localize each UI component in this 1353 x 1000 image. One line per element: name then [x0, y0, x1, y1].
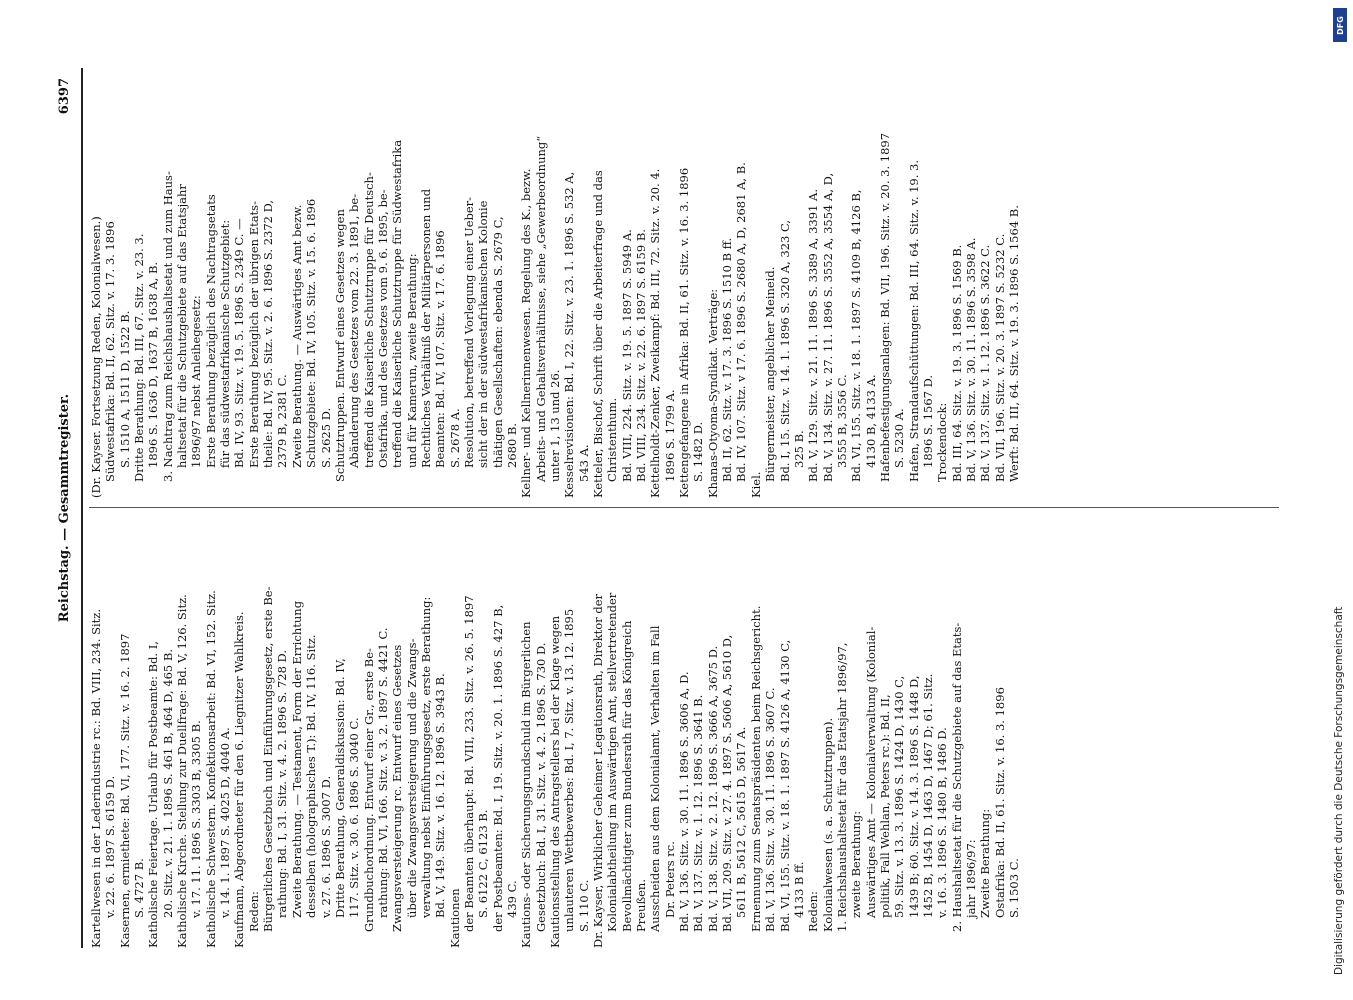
col1-line: Bevollmächtigter zum Bundesrath für das Königreich	[619, 620, 634, 932]
col2-line: 325 B.	[791, 430, 806, 468]
col2-line: treffend die Kaiserliche Schutztruppe für Deutsch-	[361, 172, 376, 468]
col1-line: S. 1503 C.	[1007, 858, 1021, 918]
col2-line: Erste Berathung bezüglich des Nachtragsetats	[203, 194, 218, 468]
col1-line: 59. Sitz. v. 13. 3. 1896 S. 1424 D, 1430 C,	[892, 675, 907, 918]
header-rule	[81, 68, 83, 948]
col2-line: unter 1, 13 und 26.	[548, 369, 562, 482]
col1-line: 5611 B, 5612 C, 5615 D, 5617 A.	[734, 726, 749, 918]
col1-line: über die Zwangsversteigerung und die Zwangs-	[404, 638, 419, 918]
col2-line: Zweite Berathung. — Auswärtiges Amt bezw.	[289, 204, 304, 468]
col2-line: Hafenbefestigungsanlagen: Bd. VII, 196. Sitz. v. 20. 3. 1897	[877, 132, 892, 482]
col2-line: 1896/97 nebst Anleihegesetz:	[189, 295, 204, 468]
col2-line: Ostafrika, und des Gesetzes vom 9. 6. 1895, be-	[375, 189, 390, 468]
col2-line: Schutzgebiete: Bd. IV, 105. Sitz. v. 15. 6. 1896	[304, 198, 319, 468]
col1-line: Kautionen	[447, 888, 462, 948]
col2-line: für das südwestafrikanische Schutzgebiet:	[218, 219, 233, 468]
col2-line: Kettelholdt-Zenker, Zweikampf: Bd. III, 72. Sitz. v. 20. 4.	[648, 168, 663, 498]
col2-line: 1896 S. 1567 D.	[920, 374, 935, 468]
running-title: Reichstag. — Gesammtregister.	[57, 393, 72, 623]
col2-line: Bd. I, 15. Sitz. v. 14. 1. 1896 S. 320 A, 323 C,	[777, 219, 792, 482]
col2-line: Arbeits- und Gehaltsverhältnisse, siehe „Gewerbeordnung“	[533, 135, 548, 482]
right-column	[89, 68, 1279, 498]
col2-line: Kettengefangene in Afrika: Bd. II, 61. Sitz. v. 16. 3. 1896	[677, 167, 692, 498]
col1-line: Ostafrika: Bd. II, 61. Sitz. v. 16. 3. 1896	[992, 687, 1007, 918]
col1-line: Kartellwesen in der Lederindustrie rc.: Bd. VIII, 234. Sitz.	[89, 609, 103, 948]
left-column	[89, 518, 1279, 948]
col1-line: S. 6122 C, 6123 B.	[476, 809, 491, 918]
col2-line: 3. Nachtrag zum Reichshaushaltsetat und zum Haus-	[160, 171, 175, 482]
col1-line: Kautions- oder Sicherungsgrundschuld im Bürgerlichen	[519, 621, 534, 948]
col2-line: Bd. V, 137. Sitz. v. 1. 12. 1896 S. 3622 C.	[978, 244, 993, 482]
col1-line: Zwangsversteigerung rc. Entwurf eines Gesetzes	[390, 644, 405, 932]
col1-line: Katholische Feiertage. Urlaub für Postbeamte: Bd. I,	[146, 641, 161, 948]
col1-line: Dr. Kayser, Wirklicher Geheimer Legationsrath, Direktor der	[591, 593, 606, 948]
col2-line: Bd. V, 129. Sitz. v. 21. 11. 1896 S. 3389 A, 3391 A.	[806, 189, 821, 482]
col2-line: 543 A.	[576, 444, 591, 482]
col1-line: 20. Sitz. v. 21. 1. 1896 S. 461 B, 464 D, 465 B.	[160, 648, 175, 918]
col1-line: Bd. V, 136. Sitz. v. 30. 11. 1896 S. 3607 C.	[763, 687, 778, 932]
col1-line: Ausscheiden aus dem Kolonialamt, Verhalten im Fall	[648, 625, 663, 932]
col2-line: (Dr. Kayser. Fortsetzung Reden, Kolonialwesen.)	[89, 216, 103, 498]
col2-line: Erste Berathung bezüglich der übrigen Etats-	[246, 201, 261, 468]
col1-line: Zweite Berathung:	[978, 808, 993, 918]
col2-line: Bürgermeister, angeblicher Meineid.	[763, 266, 778, 482]
col1-line: verwaltung nebst Einführungsgesetz, erste Berathung:	[418, 596, 433, 918]
col1-line: der Postbeamten: Bd. I, 19. Sitz. v. 20. 1. 1896 S. 427 B,	[490, 604, 505, 932]
col1-line: Kasernen, ermiethete: Bd. VI, 177. Sitz. v. 16. 2. 1897	[117, 633, 132, 948]
col1-line: 2. Haushaltsetat für die Schutzgebiete auf das Etats-	[949, 622, 964, 932]
col1-line: rathung: Bd. VI, 166. Sitz. v. 3. 2. 1897 S. 4421 C.	[375, 627, 390, 918]
col2-line: Werft: Bd. III, 64. Sitz. v. 19. 3. 1896 S. 1564 B.	[1007, 205, 1021, 482]
col1-line: Bd. VI, 155. Sitz. v. 18. 1. 1897 S. 4126 A, 4130 C,	[777, 639, 792, 932]
col2-line: 3555 B, 3556 C.	[834, 374, 849, 468]
col2-line: Christenthum.	[605, 397, 620, 482]
col1-line: Gesetzbuch: Bd. I, 31. Sitz. v. 4. 2. 1896 S. 730 D.	[533, 642, 548, 932]
col1-line: Dr. Peters rc.	[662, 841, 677, 918]
col2-line: Hafen, Strandaufschüttungen: Bd. III, 64. Sitz. v. 19. 3.	[906, 159, 921, 482]
column-divider	[89, 507, 1279, 508]
col1-line: Reden:	[806, 891, 821, 932]
col1-line: v. 14. 1. 1897 S. 4025 D, 4040 A.	[218, 727, 233, 918]
col1-line: Katholische Kirche. Stellung zur Duellfrage: Bd. V, 126. Sitz.	[175, 594, 190, 948]
col2-line: Abänderung des Gesetzes vom 22. 3. 1891, be-	[347, 193, 362, 468]
col1-line: jahr 1896/97:	[963, 839, 978, 918]
col1-line: Zweite Berathung. — Testament, Form der Errichtung	[289, 600, 304, 918]
col2-line: Kiel.	[748, 471, 763, 498]
col2-line: und für Kamerun, zweite Berathung:	[404, 253, 419, 468]
col2-line: Ketteler, Bischof, Schrift über die Arbeiterfrage und das	[591, 170, 606, 498]
col2-line: Beamten: Bd. IV, 107. Sitz. v. 17. 6. 1896	[433, 230, 448, 468]
col2-line: Khanas-Otyoma-Syndikat. Verträge:	[705, 288, 720, 498]
digitization-note: Digitalisierung gefördert durch die Deutsche Forschungsgemeinschaft	[1333, 606, 1345, 975]
col2-line: 2379 B, 2381 C.	[275, 374, 290, 468]
col1-line: 1. Reichshaushaltsetat für das Etatsjahr 1896/97,	[834, 642, 849, 932]
col1-line: Kolonialabtheilung im Auswärtigen Amt, stellvertretender	[605, 592, 620, 932]
col1-line: Kaufmann, Abgeordneter für den 6. Liegnitzer Wahlkreis.	[232, 611, 247, 948]
page-number: 6397	[57, 78, 72, 115]
page-header	[55, 68, 79, 948]
col1-line: Bd. V, 149. Sitz. v. 16. 12. 1896 S. 3943 B.	[433, 673, 448, 918]
col2-line: Bd. V, 134. Sitz. v. 27. 11. 1896 S. 3552 A, 3554 A, D,	[820, 172, 835, 482]
col1-line: Preußen.	[634, 879, 649, 932]
col1-line: 1439 B; 60. Sitz. v. 14. 3. 1896 S. 1448 D,	[906, 675, 921, 918]
col2-line: 2680 B.	[504, 422, 519, 468]
col2-line: 1896 S. 1636 D, 1637 B, 1638 A, B.	[146, 261, 161, 468]
col1-line: 1452 B, 1454 D, 1463 D, 1467 D; 61. Sitz.	[920, 673, 935, 918]
col2-line: Dritte Berathung: Bd. III, 67. Sitz. v. 23. 3.	[132, 233, 147, 482]
col2-line: Bd. IV, 107. Sitz. v 17. 6. 1896 S. 2680 A, D, 2681 A, B.	[734, 162, 749, 482]
col1-line: 4133 B ff.	[791, 861, 806, 918]
col2-line: S. 2678 A.	[447, 408, 462, 468]
col2-line: haltsetat für die Schutzgebiete auf das Etatsjahr	[175, 184, 190, 468]
col1-line: Bd. V, 138. Sitz. v. 2. 12. 1896 S. 3666 A, 3675 D.	[705, 645, 720, 932]
col2-line: Kesselrevisionen: Bd. I, 22. Sitz. v. 23. 1. 1896 S. 532 A,	[562, 171, 577, 498]
col2-line: Schutztruppen. Entwurf eines Gesetzes wegen	[332, 209, 347, 482]
col1-line: v. 16. 3. 1896 S. 1480 B, 1486 D.	[935, 727, 950, 918]
dfg-logo: DFG	[1333, 8, 1347, 42]
rotated-page	[55, 68, 1285, 948]
col2-line: treffend die Kaiserliche Schutztruppe für Südwestafrika	[390, 139, 405, 468]
col1-line: Bd. V, 136. Sitz. v. 30. 11. 1896 S. 3606 A, D.	[677, 671, 692, 932]
col2-line: Kellner- und Kellnerinnenwesen. Regelung des K., bezw.	[519, 168, 534, 498]
col1-line: desselben (holographisches T.): Bd. IV, 116. Sitz.	[304, 634, 319, 918]
col1-line: Reden:	[246, 891, 261, 932]
col1-line: v. 22. 6. 1897 S. 6159 D.	[103, 775, 118, 918]
col1-line: Grundbuchordnung. Entwurf einer Gr., erste Be-	[361, 648, 376, 932]
col2-line: Bd. IV, 93. Sitz. v. 19. 5. 1896 S. 2349 C. —	[232, 218, 247, 468]
col1-line: Bürgerliches Gesetzbuch und Einführungsgesetz, erste Be-	[261, 586, 276, 932]
col2-line: Bd. II, 62. Sitz. v. 17. 3. 1896 S. 1510 B ff.	[720, 237, 735, 482]
col2-line: Südwestafrika: Bd. II, 62. Sitz. v. 17. 3. 1896	[103, 221, 118, 482]
col1-line: Katholische Schwestern. Konfektionsarbeit: Bd. VI, 152. Sitz.	[203, 590, 218, 948]
col2-line: S. 5230 A.	[892, 408, 907, 468]
col1-line: der Beamten überhaupt: Bd. VIII, 233. Sitz. v. 26. 5. 1897	[461, 595, 476, 932]
col2-line: 4130 B, 4133 A.	[863, 374, 878, 468]
col1-line: Auswärtiges Amt — Kolonialverwaltung (Kolonial-	[863, 626, 878, 918]
col2-line: S. 1510 A, 1511 D, 1522 B.	[117, 310, 132, 468]
col1-line: v. 17. 11. 1896 S. 3303 B, 3305 B.	[189, 720, 204, 918]
col2-line: theile: Bd. IV, 95. Sitz. v. 2. 6. 1896 S. 2372 D,	[261, 199, 276, 468]
col2-line: Bd. VIII, 224. Sitz. v. 19. 5. 1897 S. 5949 A.	[619, 229, 634, 482]
col1-line: rathung: Bd. I, 31. Sitz. v. 4. 2. 1896 S. 728 D.	[275, 649, 290, 918]
col1-line: Bd. V, 137. Sitz. v. 1. 12. 1896 S. 3641 B.	[691, 694, 706, 932]
col1-line: Dritte Berathung, Generaldiskussion: Bd. IV,	[332, 658, 347, 918]
col2-line: Trockendock:	[935, 402, 950, 482]
col2-line: S. 2625 D.	[318, 407, 333, 468]
col2-line: thätigen Gesellschaften: ebenda S. 2679 C,	[490, 216, 505, 468]
col1-line: politik, Fall Wehlan, Peters rc.): Bd. II,	[877, 694, 892, 918]
col1-line: Kautionsstellung des Antragstellers bei der Klage wegen	[548, 615, 562, 948]
col2-line: S. 1482 D.	[691, 421, 706, 482]
col2-line: Bd. III, 64. Sitz. v. 19. 3. 1896 S. 1569 B.	[949, 244, 964, 482]
col1-line: S. 4727 B.	[132, 858, 147, 918]
col2-line: Resolution, betreffend Vorlegung einer Ueber-	[461, 196, 476, 468]
col2-line: sicht der in der südwestafrikanischen Kolonie	[476, 200, 491, 468]
col1-line: S. 110 C.	[576, 879, 591, 932]
col2-line: 1896 S. 1799 A.	[662, 389, 677, 482]
col2-line: Bd. VIII, 234. Sitz. v. 22. 6. 1897 S. 6159 B.	[634, 229, 649, 482]
col2-line: Bd. VI, 155. Sitz. v. 18. 1. 1897 S. 4109 B, 4126 B,	[849, 189, 864, 482]
col1-line: 117. Sitz. v. 30. 6. 1896 S. 3040 C.	[347, 717, 362, 918]
col1-line: Kolonialwesen (s. a. Schutztruppen).	[820, 717, 835, 932]
col1-line: zweite Berathung:	[849, 810, 864, 918]
col2-line: Rechtliches Verhältniß der Militärpersonen und	[418, 188, 433, 468]
col2-line: Bd. V, 136. Sitz. v. 30. 11. 1896 S. 3598 A.	[963, 237, 978, 482]
col1-line: Ernennung zum Senatspräsidenten beim Reichsgericht.	[748, 605, 763, 932]
col2-line: Bd. VII, 196. Sitz. v. 20. 3. 1897 S. 5232 C.	[992, 233, 1007, 482]
col1-line: v. 27. 6. 1896 S. 3007 D.	[318, 775, 333, 918]
col1-line: unlauteren Wettbewerbes: Bd. I, 7. Sitz. v. 13. 12. 1895	[562, 608, 577, 932]
col1-line: 439 C.	[504, 880, 519, 918]
col1-line: Bd. VII, 209. Sitz. v. 27. 4. 1897 S. 5606 A, 5610 D,	[720, 634, 735, 932]
